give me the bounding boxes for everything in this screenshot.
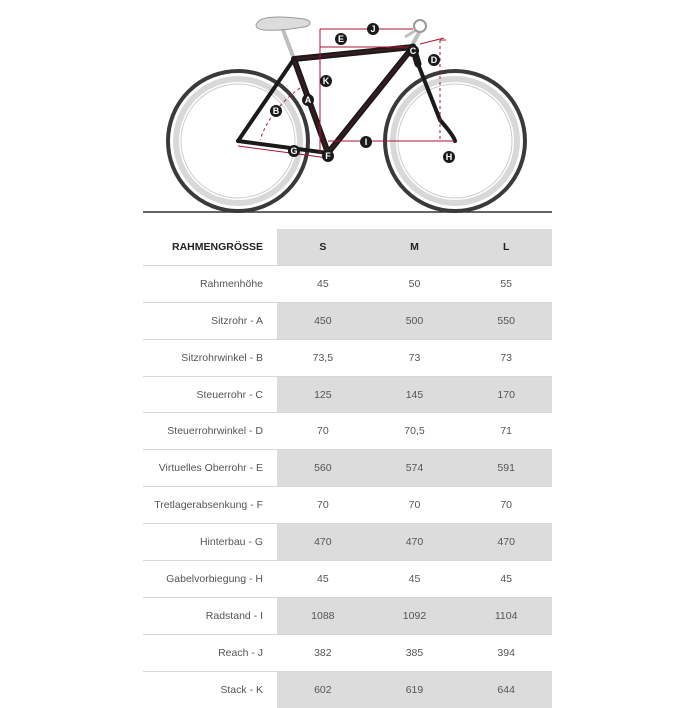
- row-label: Steuerrohr - C: [143, 376, 277, 413]
- row-label: Tretlagerabsenkung - F: [143, 487, 277, 524]
- marker-F: [322, 150, 334, 162]
- svg-text:E: E: [337, 34, 345, 44]
- cell-value: 50: [369, 265, 461, 302]
- svg-text:J: J: [370, 24, 376, 34]
- table-row: [143, 671, 552, 707]
- marker-C: [407, 45, 419, 57]
- marker-G: [288, 145, 300, 157]
- cell-value: 70: [460, 487, 552, 524]
- svg-text:G: G: [290, 146, 298, 156]
- cell-value: 70,5: [369, 413, 461, 450]
- cell-value: 500: [369, 302, 461, 339]
- cell-value: 70: [277, 413, 369, 450]
- bike-frame: [238, 47, 455, 153]
- cell-value: 602: [277, 671, 369, 707]
- marker-I: [360, 136, 372, 148]
- table-row: [143, 376, 552, 413]
- svg-text:A: A: [304, 95, 312, 105]
- cell-value: 394: [460, 634, 552, 671]
- row-label: Sitzrohr - A: [143, 302, 277, 339]
- cell-value: 71: [460, 413, 552, 450]
- row-label: Steuerrohrwinkel - D: [143, 413, 277, 450]
- cell-value: 45: [369, 561, 461, 598]
- svg-text:H: H: [445, 152, 453, 162]
- marker-H: [443, 151, 455, 163]
- marker-B: [270, 105, 282, 117]
- cell-value: 45: [277, 561, 369, 598]
- row-label: Radstand - I: [143, 597, 277, 634]
- cell-value: 1088: [277, 597, 369, 634]
- frame-size-table: [143, 229, 552, 708]
- cell-value: 1104: [460, 597, 552, 634]
- cell-value: 385: [369, 634, 461, 671]
- frame-size-heading: RAHMENGRÖSSE: [143, 229, 277, 265]
- row-label: Stack - K: [220, 683, 263, 696]
- cell-value: 619: [369, 671, 461, 707]
- cell-value: 382: [277, 634, 369, 671]
- svg-text:C: C: [409, 46, 417, 56]
- cell-value: 470: [277, 524, 369, 561]
- table-row: [143, 597, 552, 634]
- cell-value: 73: [460, 339, 552, 376]
- table-row: [143, 524, 552, 561]
- marker-E: [335, 33, 347, 45]
- cell-value: 55: [460, 265, 552, 302]
- cell-value: 574: [369, 450, 461, 487]
- cell-value: 70: [277, 487, 369, 524]
- cell-value: 644: [460, 671, 552, 707]
- svg-text:K: K: [322, 76, 330, 86]
- table-row: [143, 302, 552, 339]
- row-label: Hinterbau - G: [143, 524, 277, 561]
- marker-J: [367, 23, 379, 35]
- cell-value: 550: [460, 302, 552, 339]
- table-header-row: [143, 229, 552, 265]
- cell-value: 450: [277, 302, 369, 339]
- marker-D: [428, 54, 440, 66]
- table-row: [143, 450, 552, 487]
- svg-text:B: B: [272, 106, 280, 116]
- cell-value: 70: [369, 487, 461, 524]
- cell-value: 145: [369, 376, 461, 413]
- table-row: [143, 265, 552, 302]
- table-row: [143, 487, 552, 524]
- svg-text:F: F: [325, 151, 331, 161]
- size-column-m: M: [369, 229, 461, 265]
- cell-value: 45: [277, 265, 369, 302]
- cell-value: 73,5: [277, 339, 369, 376]
- cell-value: 73: [369, 339, 461, 376]
- cell-value: 45: [460, 561, 552, 598]
- cell-value: 560: [277, 450, 369, 487]
- table-row: [143, 634, 552, 671]
- row-label: Sitzrohrwinkel - B: [143, 339, 277, 376]
- table-row: [143, 413, 552, 450]
- bike-geometry-diagram: [0, 0, 700, 220]
- cell-value: 470: [460, 524, 552, 561]
- table-row: [143, 339, 552, 376]
- cell-value: 1092: [369, 597, 461, 634]
- row-label: Rahmenhöhe: [143, 265, 277, 302]
- cell-value: 591: [460, 450, 552, 487]
- row-label: Gabelvorbiegung - H: [143, 561, 277, 598]
- cell-value: 170: [460, 376, 552, 413]
- marker-A: [302, 94, 314, 106]
- cell-value: 125: [277, 376, 369, 413]
- cell-value: 470: [369, 524, 461, 561]
- size-column-l: L: [460, 229, 552, 265]
- row-label: Virtuelles Oberrohr - E: [143, 450, 277, 487]
- saddle: [256, 17, 310, 59]
- row-label: Reach - J: [143, 634, 277, 671]
- size-column-s: S: [277, 229, 369, 265]
- svg-text:D: D: [430, 55, 438, 65]
- marker-K: [320, 75, 332, 87]
- table-row: [143, 561, 552, 598]
- svg-text:I: I: [364, 137, 368, 147]
